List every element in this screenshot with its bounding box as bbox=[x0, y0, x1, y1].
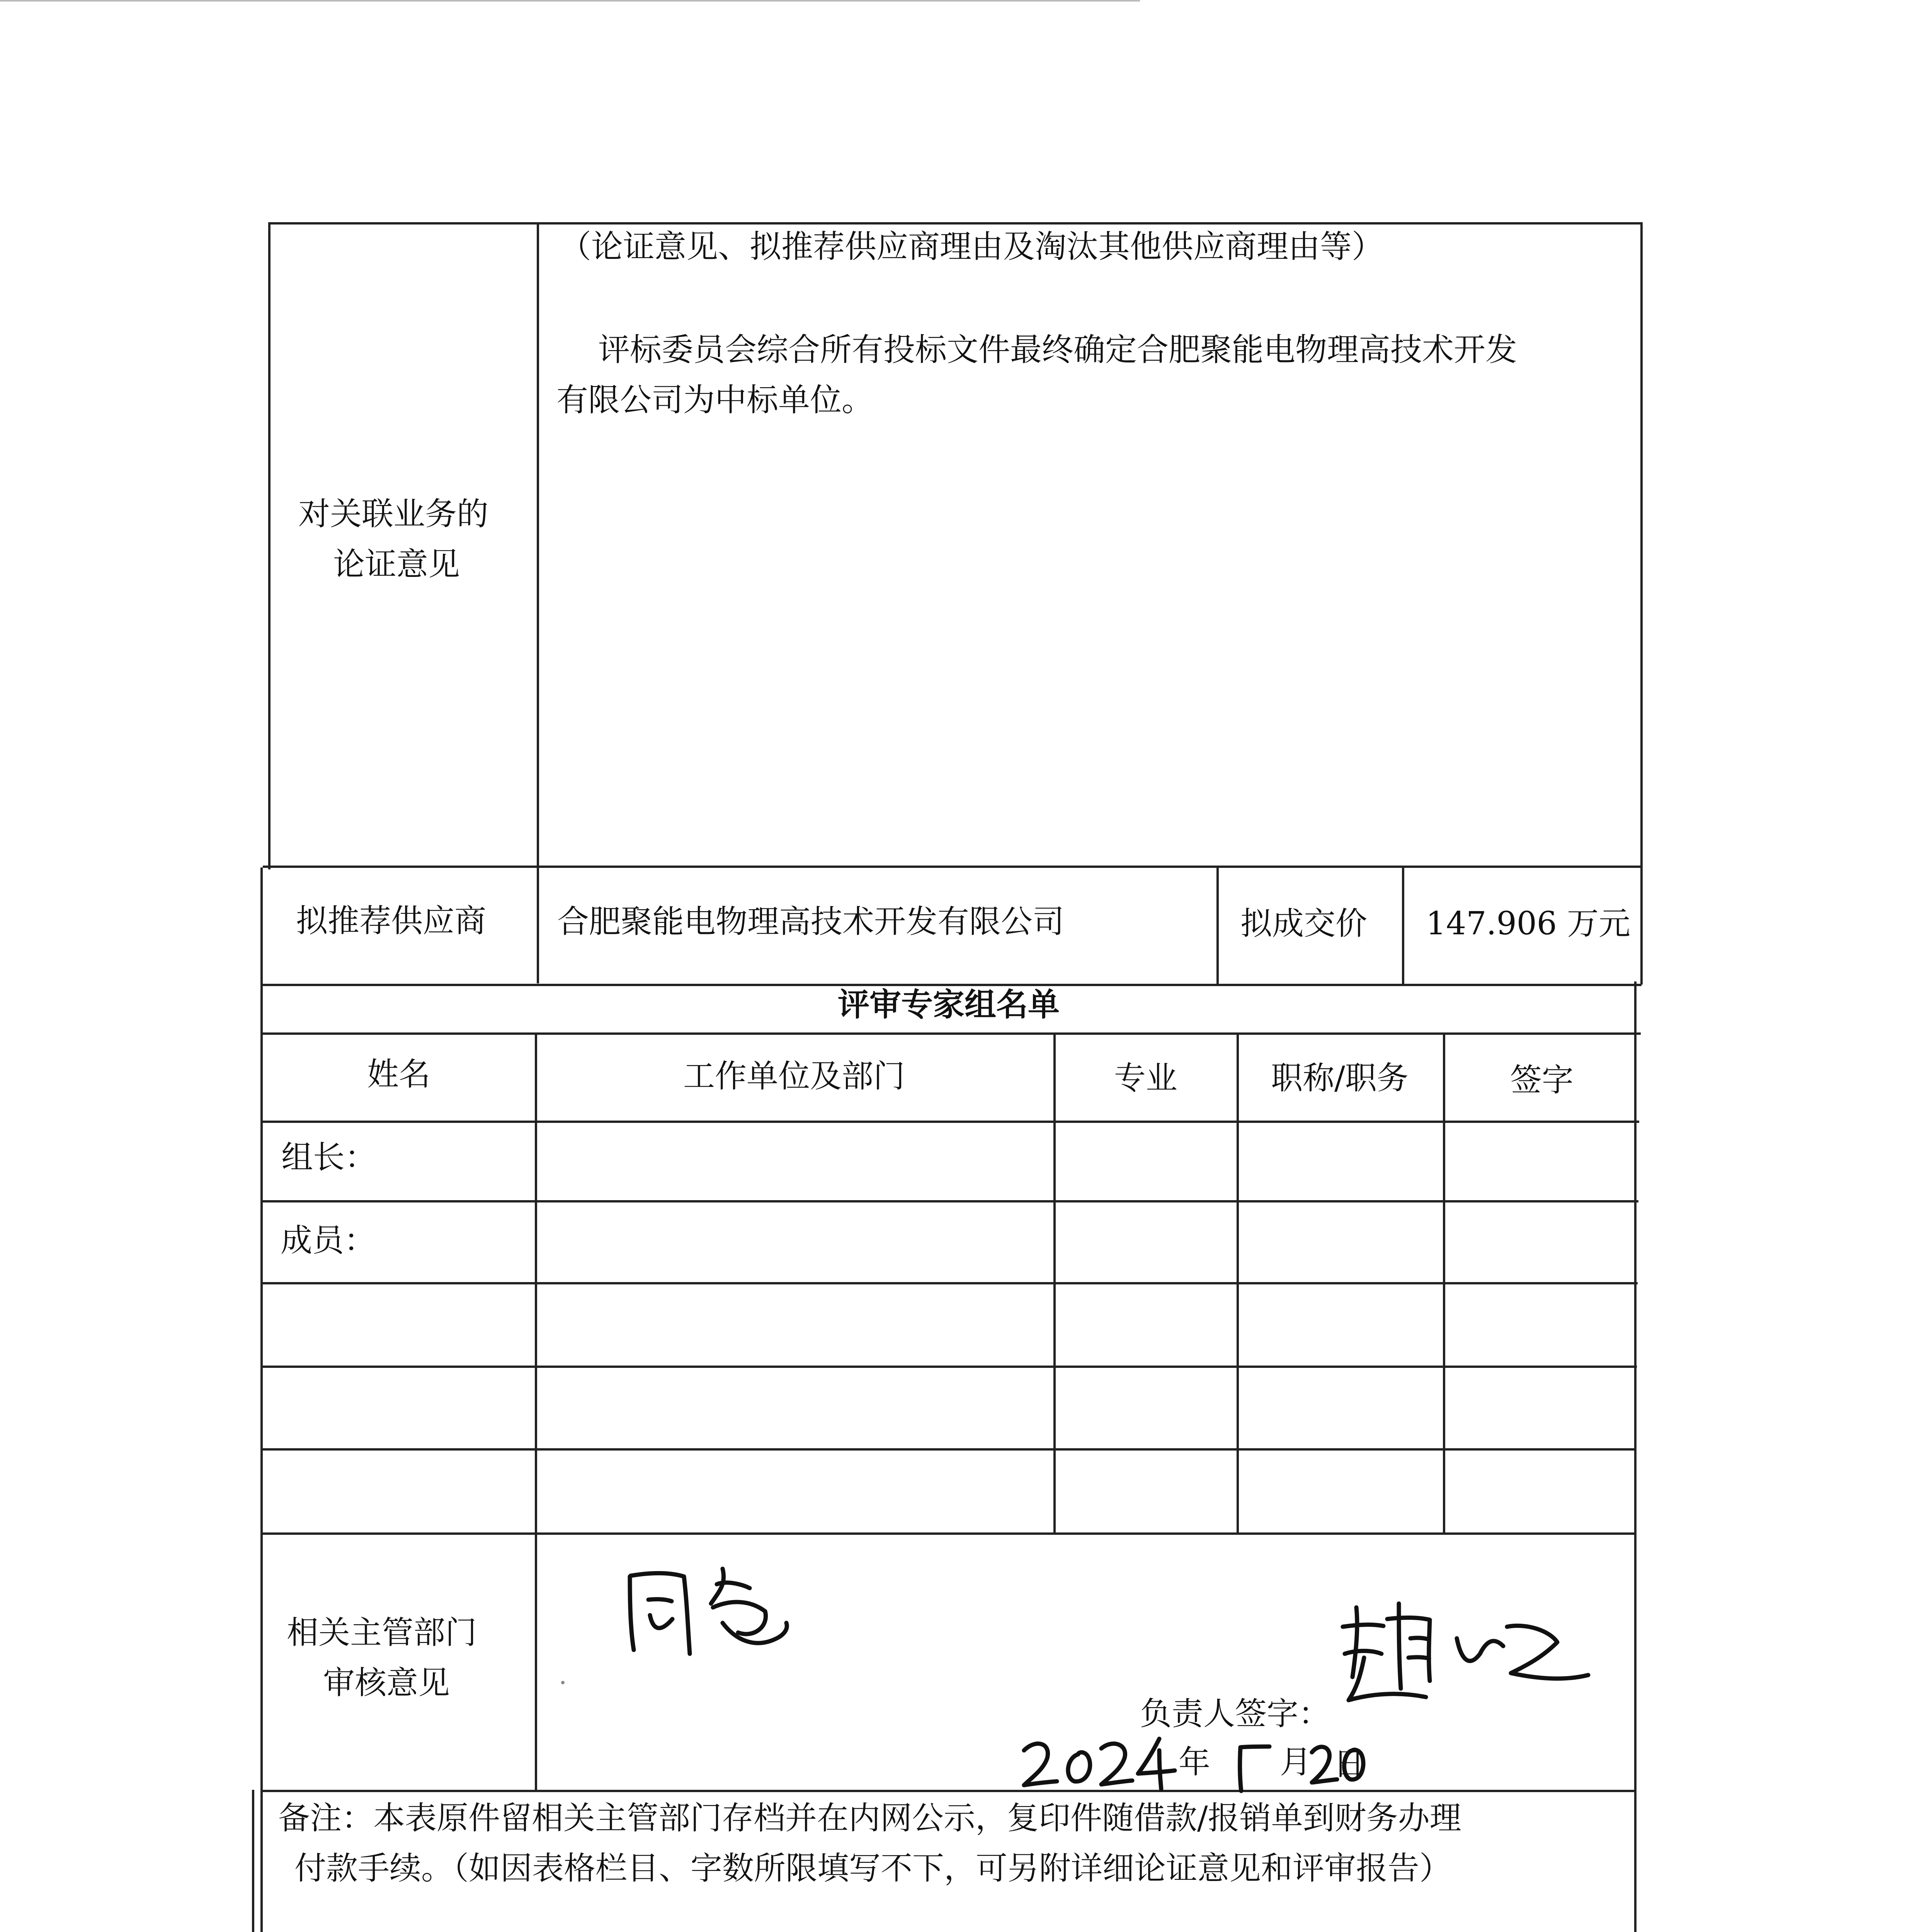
opinion-label-line1: 对关联业务的 bbox=[298, 496, 489, 532]
row-name-cell: 成员： bbox=[281, 1222, 376, 1259]
grid-line bbox=[252, 1790, 254, 1932]
supplier-name: 合肥聚能电物理高技术开发有限公司 bbox=[557, 903, 1065, 940]
col-header-name: 姓名 bbox=[367, 1056, 431, 1093]
scan-speck bbox=[561, 1681, 565, 1684]
grid-line bbox=[1443, 1032, 1445, 1533]
opinion-text-line1: 评标委员会综合所有投标文件最终确定合肥聚能电物理高技术开发 bbox=[598, 332, 1517, 368]
date-year-char: 年 bbox=[1179, 1744, 1211, 1781]
date-month-char: 月 bbox=[1280, 1744, 1312, 1781]
handwritten-date-month bbox=[1233, 1739, 1279, 1793]
opinion-hint: （论证意见、拟推荐供应商理由及淘汰其他供应商理由等） bbox=[560, 228, 1384, 265]
price-value: 147.906 万元 bbox=[1426, 905, 1631, 942]
scan-edge bbox=[0, 0, 1140, 2]
review-label-line1: 相关主管部门 bbox=[287, 1614, 477, 1651]
grid-line bbox=[261, 1532, 1636, 1535]
grid-line bbox=[262, 1282, 1638, 1284]
handwritten-approval bbox=[626, 1561, 796, 1662]
signer-label: 负责人签字： bbox=[1140, 1696, 1330, 1732]
panel-title: 评审专家组名单 bbox=[837, 986, 1060, 1023]
grid-line bbox=[268, 222, 270, 869]
remark-line1: 备注：本表原件留相关主管部门存档并在内网公示，复印件随借款/报销单到财务办理 bbox=[278, 1800, 1461, 1837]
grid-line bbox=[1634, 981, 1637, 1932]
review-label-line2: 审核意见 bbox=[323, 1665, 450, 1701]
grid-line bbox=[1640, 223, 1643, 985]
opinion-label-line2: 论证意见 bbox=[333, 546, 460, 583]
grid-line bbox=[260, 1790, 1636, 1792]
grid-line bbox=[537, 223, 539, 983]
grid-line bbox=[262, 1366, 1637, 1368]
row-name-cell: 组长： bbox=[281, 1139, 377, 1176]
grid-line bbox=[268, 222, 1643, 224]
grid-line bbox=[1053, 1032, 1056, 1533]
grid-line bbox=[1216, 866, 1219, 985]
col-header-specialty: 专业 bbox=[1114, 1060, 1178, 1097]
grid-line bbox=[263, 1121, 1639, 1123]
grid-line bbox=[1237, 1032, 1239, 1533]
col-header-title: 职称/职务 bbox=[1271, 1060, 1409, 1097]
grid-line bbox=[260, 867, 263, 1932]
supplier-label: 拟推荐供应商 bbox=[296, 903, 487, 939]
grid-line bbox=[263, 984, 1642, 986]
grid-line bbox=[263, 1200, 1638, 1202]
grid-line bbox=[263, 1032, 1641, 1035]
opinion-text-line2: 有限公司为中标单位。 bbox=[556, 382, 874, 418]
grid-line bbox=[261, 1448, 1636, 1451]
grid-line bbox=[263, 866, 1642, 868]
remark-line2: 付款手续。（如因表格栏目、字数所限填写不下，可另附详细论证意见和评审报告） bbox=[294, 1850, 1451, 1887]
signature-mark bbox=[1341, 1596, 1592, 1712]
price-label: 拟成交价 bbox=[1240, 905, 1368, 942]
date-day-char: 日 bbox=[1333, 1746, 1365, 1782]
grid-line bbox=[1402, 866, 1404, 985]
handwritten-date-year bbox=[1020, 1735, 1182, 1793]
col-header-signature: 签字 bbox=[1510, 1062, 1574, 1099]
col-header-employer: 工作单位及部门 bbox=[683, 1058, 905, 1095]
grid-line bbox=[535, 1032, 537, 1790]
